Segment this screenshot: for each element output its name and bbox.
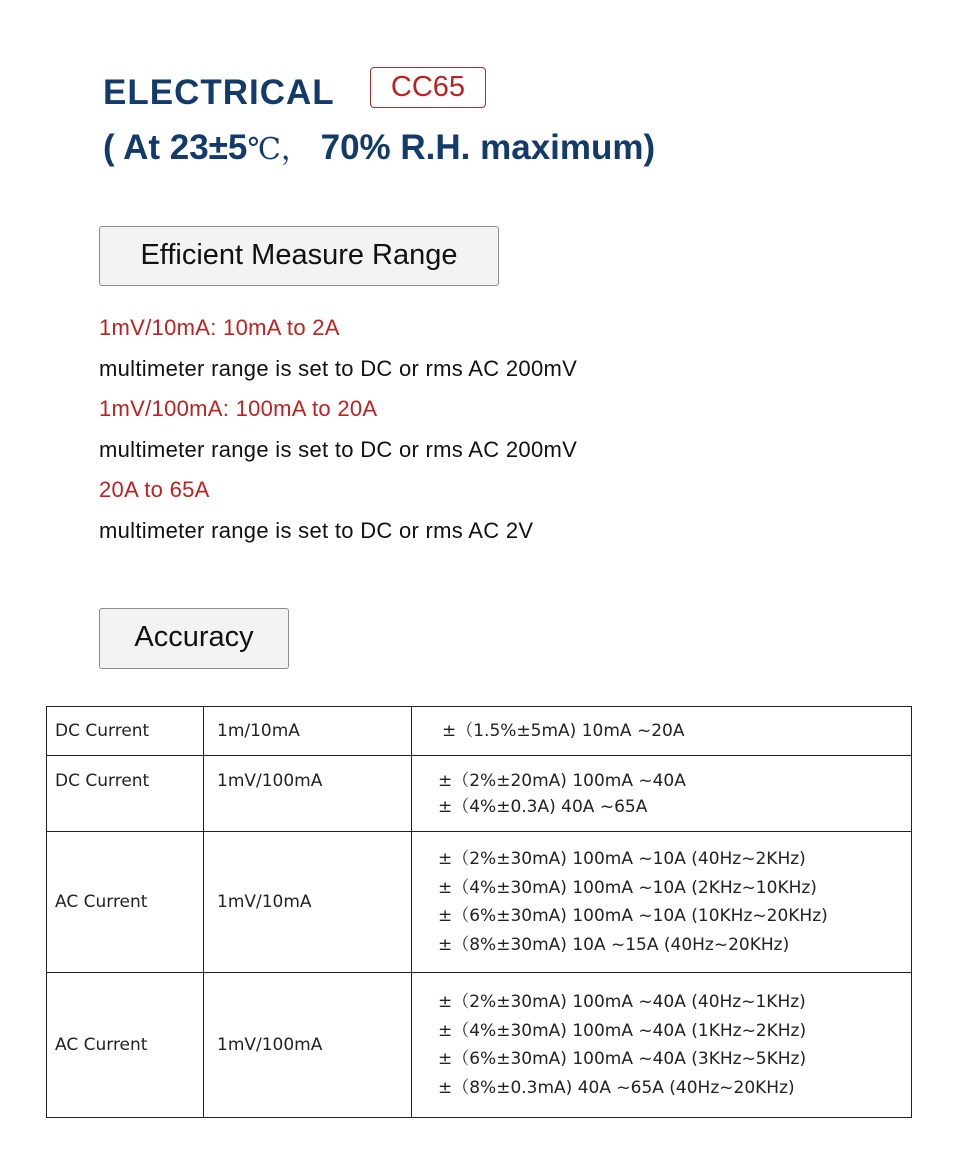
spec-line: ±（6%±30mA) 100mA ~10A (10KHz~20KHz) bbox=[438, 906, 828, 926]
spec-cell bbox=[412, 707, 912, 756]
spec-cell bbox=[412, 756, 912, 832]
range-cell: 1mV/100mA bbox=[204, 756, 412, 832]
spec-line: ±（4%±0.3A) 40A ~65A bbox=[438, 796, 648, 817]
spec-cell bbox=[412, 832, 912, 973]
title: ELECTRICAL bbox=[103, 73, 335, 112]
condition-degree: ℃， bbox=[247, 132, 311, 167]
range-cell: 1m/10mA bbox=[204, 707, 412, 756]
table-row bbox=[47, 973, 912, 1118]
range-line: multimeter range is set to DC or rms AC 2V bbox=[99, 517, 534, 543]
spec-line: ±（2%±20mA) 100mA ~40A bbox=[438, 770, 686, 791]
spec-line: ±（2%±30mA) 100mA ~40A (40Hz~1KHz) bbox=[438, 992, 806, 1012]
range-line: multimeter range is set to DC or rms AC 200mV bbox=[99, 355, 578, 381]
function-cell: AC Current bbox=[47, 973, 204, 1118]
table-row bbox=[47, 832, 912, 973]
table-row bbox=[47, 707, 912, 756]
accuracy-table bbox=[46, 706, 912, 1118]
range-cell: 1mV/10mA bbox=[204, 832, 412, 973]
condition-suffix: 70% R.H. maximum) bbox=[310, 128, 656, 167]
spec-cell bbox=[412, 973, 912, 1118]
range-line: 1mV/100mA: 100mA to 20A bbox=[99, 396, 378, 421]
condition-prefix: ( At 23±5 bbox=[103, 128, 248, 167]
accuracy-heading: Accuracy bbox=[99, 608, 289, 669]
conditions-subtitle bbox=[103, 124, 655, 168]
range-line: multimeter range is set to DC or rms AC 200mV bbox=[99, 436, 578, 462]
spec-line: ±（4%±30mA) 100mA ~40A (1KHz~2KHz) bbox=[438, 1020, 807, 1041]
function-cell: AC Current bbox=[47, 832, 204, 973]
spec-line: ±（8%±0.3mA) 40A ~65A (40Hz~20KHz) bbox=[438, 1077, 795, 1098]
table-row bbox=[47, 756, 912, 832]
spec-line: ±（4%±30mA) 100mA ~10A (2KHz~10KHz) bbox=[438, 877, 817, 898]
model-badge: CC65 bbox=[370, 67, 486, 108]
range-cell: 1mV/100mA bbox=[204, 973, 412, 1118]
range-line: 20A to 65A bbox=[99, 477, 210, 502]
spec-line: ±（1.5%±5mA) 10mA ~20A bbox=[442, 720, 685, 741]
function-cell: DC Current bbox=[47, 756, 204, 832]
measure-range-list bbox=[99, 313, 577, 556]
spec-line: ±（8%±30mA) 10A ~15A (40Hz~20KHz) bbox=[438, 934, 790, 955]
measure-range-heading: Efficient Measure Range bbox=[99, 226, 499, 286]
range-line: 1mV/10mA: 10mA to 2A bbox=[99, 315, 340, 340]
function-cell: DC Current bbox=[47, 707, 204, 756]
spec-line: ±（6%±30mA) 100mA ~40A (3KHz~5KHz) bbox=[438, 1049, 807, 1069]
spec-line: ±（2%±30mA) 100mA ~10A (40Hz~2KHz) bbox=[438, 849, 806, 869]
